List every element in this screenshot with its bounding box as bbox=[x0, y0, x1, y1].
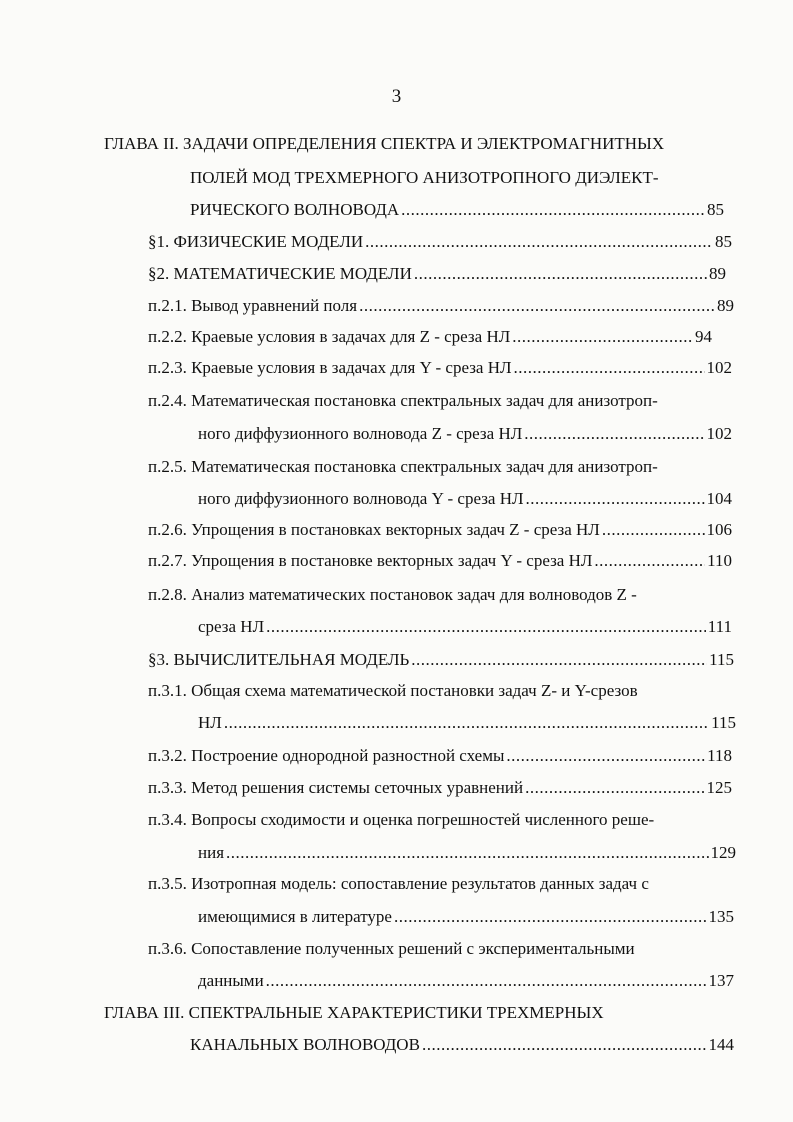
toc-line-16: §3. ВЫЧИСЛИТЕЛЬНАЯ МОДЕЛЬ ..... 115 bbox=[148, 648, 734, 672]
toc-line-15: среза НЛ ..... 111 bbox=[198, 615, 732, 639]
toc-line-5: п.2.1. Вывод уравнений поля ..... 89 bbox=[148, 294, 734, 318]
toc-line-20: п.3.3. Метод решения системы сеточных уравнений ..... 125 bbox=[148, 776, 732, 800]
toc-line-0: ГЛАВА II. ЗАДАЧИ ОПРЕДЕЛЕНИЯ СПЕКТРА И ЭЛЕКТРОМАГНИТНЫХ bbox=[104, 134, 665, 153]
toc-line-10: п.2.5. Математическая постановка спектральных задач для анизотроп- bbox=[148, 457, 658, 476]
toc-line-3: §1. ФИЗИЧЕСКИЕ МОДЕЛИ ..... 85 bbox=[148, 230, 732, 254]
toc-line-4: §2. МАТЕМАТИЧЕСКИЕ МОДЕЛИ ..... 89 bbox=[148, 262, 726, 286]
page-ref: 129 bbox=[710, 843, 736, 862]
page-ref: 85 bbox=[715, 232, 732, 251]
leader-dots bbox=[524, 422, 704, 446]
leader-dots bbox=[394, 905, 707, 929]
toc-line-7: п.2.3. Краевые условия в задачах для Y - среза НЛ ..... 102 bbox=[148, 356, 732, 380]
toc-line-12: п.2.6. Упрощения в постановках векторных задач Z - среза НЛ ..... 106 bbox=[148, 518, 732, 542]
leader-dots bbox=[512, 325, 693, 349]
page-ref: 137 bbox=[708, 971, 734, 990]
page-ref: 125 bbox=[706, 778, 732, 797]
page-ref: 89 bbox=[709, 264, 726, 283]
leader-dots bbox=[514, 356, 705, 380]
page-ref: 115 bbox=[711, 713, 736, 732]
leader-dots bbox=[526, 487, 705, 511]
toc-line-14: п.2.8. Анализ математических постановок задач для волноводов Z - bbox=[148, 585, 637, 604]
page-ref: 94 bbox=[695, 327, 712, 346]
toc-line-23: п.3.5. Изотропная модель: сопоставление результатов данных задач с bbox=[148, 874, 649, 893]
leader-dots bbox=[266, 969, 707, 993]
page-ref: 102 bbox=[706, 358, 732, 377]
page-ref: 118 bbox=[707, 746, 732, 765]
toc-line-17: п.3.1. Общая схема математической постановки задач Z- и Y-срезов bbox=[148, 681, 638, 700]
toc-line-8: п.2.4. Математическая постановка спектральных задач для анизотроп- bbox=[148, 391, 658, 410]
leader-dots bbox=[594, 549, 705, 573]
leader-dots bbox=[401, 198, 705, 222]
leader-dots bbox=[359, 294, 715, 318]
toc-line-18: НЛ ..... 115 bbox=[198, 711, 736, 735]
leader-dots bbox=[422, 1033, 707, 1057]
page-ref: 135 bbox=[708, 907, 734, 926]
page-ref: 85 bbox=[707, 200, 724, 219]
page-ref: 104 bbox=[706, 489, 732, 508]
page-number: 3 bbox=[391, 86, 402, 107]
toc-line-6: п.2.2. Краевые условия в задачах для Z - среза НЛ ..... 94 bbox=[148, 325, 712, 349]
toc-line-19: п.3.2. Построение однородной разностной схемы ..... 118 bbox=[148, 744, 732, 768]
toc-line-22: ния ..... 129 bbox=[198, 841, 736, 865]
page-ref: 144 bbox=[708, 1035, 734, 1054]
toc-line-26: данными ..... 137 bbox=[198, 969, 734, 993]
page-ref: 89 bbox=[717, 296, 734, 315]
toc-line-2: РИЧЕСКОГО ВОЛНОВОДА ..... 85 bbox=[190, 198, 724, 222]
leader-dots bbox=[525, 776, 704, 800]
toc-line-1: ПОЛЕЙ МОД ТРЕХМЕРНОГО АНИЗОТРОПНОГО ДИЭЛЕКТ- bbox=[190, 168, 659, 187]
toc-line-11: ного диффузионного волновода Y - среза НЛ ..... 104 bbox=[198, 487, 732, 511]
leader-dots bbox=[226, 841, 708, 865]
leader-dots bbox=[411, 648, 707, 672]
toc-line-25: п.3.6. Сопоставление полученных решений с экспериментальными bbox=[148, 939, 635, 958]
toc-line-28: КАНАЛЬНЫХ ВОЛНОВОДОВ ..... 144 bbox=[190, 1033, 734, 1057]
toc-line-27: ГЛАВА III. СПЕКТРАЛЬНЫЕ ХАРАКТЕРИСТИКИ ТРЕХМЕРНЫХ bbox=[104, 1003, 604, 1022]
page-ref: 111 bbox=[707, 617, 732, 636]
leader-dots bbox=[266, 615, 706, 639]
leader-dots bbox=[414, 262, 707, 286]
page-ref: 110 bbox=[707, 551, 732, 570]
page-ref: 102 bbox=[706, 424, 732, 443]
toc-line-24: имеющимися в литературе ..... 135 bbox=[198, 905, 734, 929]
leader-dots bbox=[224, 711, 709, 735]
page-ref: 115 bbox=[709, 650, 734, 669]
leader-dots bbox=[506, 744, 705, 768]
toc-line-13: п.2.7. Упрощения в постановке векторных задач Y - среза НЛ ..... 110 bbox=[148, 549, 732, 573]
toc-line-21: п.3.4. Вопросы сходимости и оценка погрешностей численного реше- bbox=[148, 810, 655, 829]
leader-dots bbox=[602, 518, 705, 542]
leader-dots bbox=[365, 230, 713, 254]
toc-line-9: ного диффузионного волновода Z - среза НЛ ..... 102 bbox=[198, 422, 732, 446]
page-ref: 106 bbox=[706, 520, 732, 539]
